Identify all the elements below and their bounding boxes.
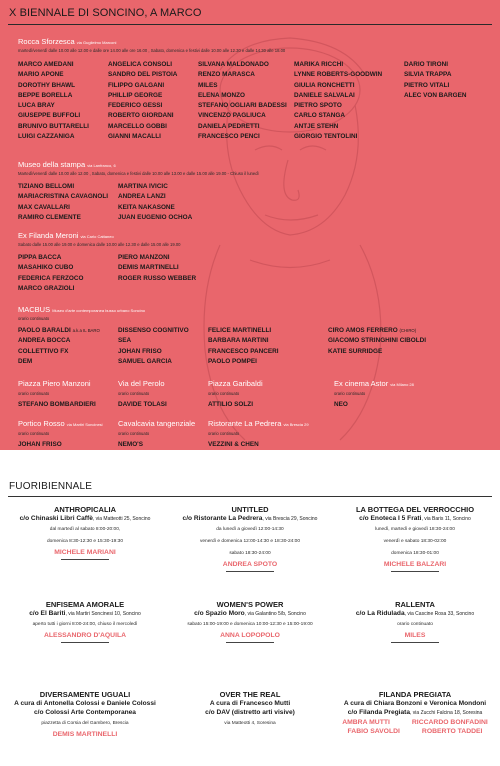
artist-name: SAMUEL GARCIA	[118, 357, 172, 365]
artist-name: KATIE SURRIDGE	[328, 347, 383, 355]
event-hours: orario continuato	[397, 621, 433, 627]
event-artist: FABIO SAVOLDI	[347, 728, 400, 736]
event-curator: A cura di Francesco Mutti	[209, 699, 291, 707]
event-venue: c/o Colossi Arte Contemporanea	[34, 708, 136, 716]
artist-name: LUIGI CAZZANIGA	[18, 133, 75, 141]
artist-name	[18, 327, 100, 334]
artist-column	[18, 253, 118, 294]
artist-column	[294, 60, 404, 142]
venue-rocca-title	[18, 38, 116, 46]
artist-name: NEO	[334, 400, 348, 408]
artist-name: DANIELE SALVALAI	[294, 91, 355, 99]
event-hours: venerdì e domenica 12:00-14:30 e 18:30-24:00	[199, 538, 300, 544]
artist-name: NEMO'S	[118, 440, 143, 448]
event-filanda-pregiata	[334, 690, 496, 737]
artist-name: BEPPE BORELLA	[18, 91, 73, 99]
event-venue-name: c/o Ristorante La Pedrera	[182, 514, 263, 522]
artist-name: TIZIANO BELLOMI	[18, 183, 75, 190]
venue-title	[18, 420, 103, 428]
event-diversamente-uguali	[4, 690, 166, 739]
event-divider	[61, 559, 109, 560]
venue-rocca-hours: martedì/venerdì dalle 10.00 alle 12.00 e dalle ore 14.00 alle ore 16.00 , Sabato, domenica e festivi dalle 10.00 alle 12.30 e dalle 14.30 alle 18.00	[18, 48, 286, 53]
artist-name: ANGELICA CONSOLI	[108, 61, 173, 68]
venue-hours: orario continuato	[18, 430, 50, 436]
artist-name: SILVIA TRAPPA	[404, 71, 452, 79]
event-venue-name: c/o La Ridulada	[355, 609, 405, 617]
artist-name: KEITA NAKASONE	[118, 203, 175, 211]
artist-name: MARTINA IVICIC	[118, 183, 168, 190]
event-venue-address: , via Martiri Soncinesi 10, Soncino	[65, 610, 141, 617]
artist-name: DARIO TIRONI	[404, 61, 449, 68]
artist-alias: a.k.a IL BARO	[72, 328, 100, 333]
venue-address: via Carlo Cattaneo	[80, 234, 114, 239]
fuori-divider	[8, 496, 492, 497]
venue-title-text: Ristorante La Pedrera	[208, 419, 282, 428]
venue-address: via Lanfranco, 6	[87, 163, 116, 168]
artist-name: GIUSEPPE BUFFOLI	[18, 112, 81, 120]
venue-portico-rosso	[18, 420, 103, 448]
venue-title-text: Ex Filanda Meroni	[18, 231, 79, 240]
artist-name: PIPPA BACCA	[18, 254, 62, 261]
artist-column	[118, 182, 218, 223]
event-venue-name: c/o El Bariti	[29, 609, 66, 617]
venue-macbus-hours: orario continuato	[18, 316, 50, 321]
event-divider	[61, 642, 109, 643]
artist-name: STEFANO BOMBARDIERI	[18, 400, 96, 408]
artist-name: MARIKA RICCHI	[294, 61, 344, 68]
artist-name: PAOLO POMPEI	[208, 357, 257, 365]
event-curator: A cura di Antonella Colossi e Daniele Colossi	[14, 699, 156, 707]
artist-name: FEDERICA FERZOCO	[18, 274, 84, 282]
venue-title: Cavalcavia tangenziale	[118, 419, 196, 428]
artist-name: RAMIRO CLEMENTE	[18, 213, 81, 221]
venue-la-pedrera	[208, 420, 309, 448]
event-title: ENFISEMA AMORALE	[45, 600, 125, 609]
artist-column	[18, 326, 118, 367]
event-venue-address: , via Cascine Rosa 33, Soncino	[404, 610, 475, 617]
artist-name: MARCO AMEDANI	[18, 61, 74, 68]
event-artist: AMBRA MUTTI	[342, 718, 390, 726]
event-hours: domenica 8:30-12:30 e 15:30-19:30	[46, 538, 123, 544]
artist-name: MARCO GRAZIOLI	[18, 284, 75, 292]
artist-name: ANDREA BOCCA	[18, 337, 71, 345]
venue-title-text: Portico Rosso	[18, 419, 65, 428]
event-rallenta	[334, 600, 496, 643]
artist-name	[328, 327, 416, 334]
event-venue-address: , via Baris 11, Soncino	[421, 515, 471, 522]
artist-name: CARLO STANGA	[294, 112, 346, 120]
artist-name: PIETRO SPOTO	[294, 102, 342, 110]
event-untitled	[169, 505, 331, 572]
event-venue	[334, 610, 496, 619]
artist-name: LUCA BRAY	[18, 102, 55, 110]
artist-name: SANDRO DEL PISTOIA	[108, 71, 178, 79]
artist-name: ROBERTO GIORDANI	[108, 112, 174, 120]
artist-name: MASAHIKO CUBO	[18, 264, 74, 272]
venue-macbus-artists	[18, 326, 458, 367]
artist-column	[208, 326, 328, 367]
artist-name: MARCELLO GOBBI	[108, 122, 167, 130]
artist-name: FRANCESCO PENCI	[198, 133, 260, 141]
artist-name: DEM	[18, 357, 33, 365]
venue-cinema-astor	[334, 380, 414, 408]
artist-name: BARBARA MARTINI	[208, 337, 269, 345]
venue-title: Via del Perolo	[118, 379, 165, 388]
event-hours: dal martedì al sabato 8:00-20:00,	[49, 526, 121, 532]
header	[9, 7, 202, 19]
event-artist: MICHELE MARIANI	[54, 548, 116, 556]
artist-name: GIORGIO TENTOLINI	[294, 133, 358, 141]
venue-hours: orario continuato	[118, 430, 150, 436]
artist-column	[328, 326, 458, 367]
artist-column	[404, 60, 494, 142]
venue-title-text: Ex cinema Astor	[334, 379, 389, 388]
artist-column	[118, 326, 208, 367]
artist-name: VINCENZO PAGLIUCA	[198, 112, 266, 120]
event-anthropicalia	[4, 505, 166, 560]
artist-name: ELENA MONZO	[198, 91, 245, 99]
event-artist: ANNA LOPOPOLO	[220, 631, 280, 639]
venue-title-text: Museo della stampa	[18, 160, 86, 169]
event-title: OVER THE REAL	[219, 690, 281, 699]
event-title: DIVERSAMENTE UGUALI	[39, 690, 131, 699]
artist-name: ANTJE STEHN	[294, 122, 339, 130]
artist-name: ROGER RUSSO WEBBER	[118, 274, 197, 282]
artist-name: DISSENSO COGNITIVO	[118, 327, 189, 334]
venue-hours: orario continuato	[118, 390, 150, 396]
artist-name: MILES	[198, 81, 218, 89]
venue-macbus-title	[18, 306, 145, 314]
event-divider	[226, 571, 274, 572]
artist-column	[18, 182, 118, 223]
event-enfisema-amorale	[4, 600, 166, 643]
event-divider	[391, 642, 439, 643]
event-hours: sabato 15:00-19:00 e domenica 10:00-12:30 e 15:00-19:00	[187, 621, 313, 627]
artist-name: VEZZINI & CHEN	[208, 440, 259, 448]
event-venue	[334, 709, 496, 718]
venue-museo-artists	[18, 182, 218, 223]
event-over-the-real	[169, 690, 331, 730]
artist-name: GIANNI MACALLI	[108, 133, 161, 141]
artist-name: JOHAN FRISO	[18, 440, 62, 448]
artist-name: FEDERICO GESSI	[108, 102, 163, 110]
event-artist: ALESSANDRO D'AQUILA	[43, 631, 127, 639]
event-divider	[226, 642, 274, 643]
venue-address: via Milano 28	[390, 382, 414, 387]
event-venue-name: c/o Chinaski Libri Caffè	[19, 514, 93, 522]
event-address: via Matteotti 4, Soresina	[224, 720, 276, 726]
artist-name: MAX CAVALLARI	[18, 203, 70, 211]
fuori-title: FUORIBIENNALE	[9, 481, 93, 492]
event-womens-power	[169, 600, 331, 643]
venue-museo-title	[18, 161, 116, 169]
venue-title	[208, 420, 309, 428]
artist-name: STEFANO OGLIARI BADESSI	[198, 102, 287, 110]
event-title: LA BOTTEGA DEL VERROCCHIO	[355, 505, 475, 514]
artist-name: DEMIS MARTINELLI	[118, 264, 179, 272]
event-venue-name: c/o Filanda Pregiata	[347, 708, 411, 716]
event-venue: c/o DAV (distretto arti visive)	[205, 708, 295, 716]
artist-name: ALEC VON BARGEN	[404, 91, 467, 99]
venue-rocca-artists	[18, 60, 494, 142]
event-curator: A cura di Chiara Bonzoni e Veronica Mondoni	[343, 699, 487, 707]
venue-hours: orario continuato	[208, 430, 240, 436]
artist-name: MARIO APONE	[18, 71, 64, 79]
artist-name: DOROTHY BHAWL	[18, 81, 76, 89]
event-venue-address: , via Brescia 29, Soncino	[262, 515, 318, 522]
event-venue	[4, 610, 166, 619]
artist-name: COLLETTIVO FX	[18, 347, 69, 355]
venue-via-del-perolo	[118, 380, 167, 408]
event-artists-row	[334, 727, 496, 737]
artist-name: DAVIDE TOLASI	[118, 400, 167, 408]
header-divider	[8, 24, 492, 25]
event-hours: lunedì, martedì e giovedì 18:30-24:00	[375, 526, 455, 532]
venue-piazza-manzoni	[18, 380, 96, 408]
venue-filanda-artists	[18, 253, 218, 294]
artist-column	[198, 60, 294, 142]
artist-name: PIERO MANZONI	[118, 254, 170, 261]
artist-name: RENZO MARASCA	[198, 71, 255, 79]
venue-cavalcavia	[118, 420, 195, 448]
event-title: RALLENTA	[395, 600, 435, 609]
artist-name: PIETRO VITALI	[404, 81, 450, 89]
artist-name: SILVANA MALDONADO	[198, 61, 269, 68]
event-venue	[169, 610, 331, 619]
artist-name: FRANCESCO PANCERI	[208, 347, 279, 355]
artist-name: ATTILIO SOLZI	[208, 400, 253, 408]
venue-address: via Martiri Soncinesi	[66, 422, 103, 427]
event-artists-row	[334, 718, 496, 728]
event-venue-name: c/o Enoteca I 5 Frati	[359, 514, 422, 522]
event-bottega-verrocchio	[334, 505, 496, 572]
event-artist: ROBERTO TADDEI	[421, 728, 483, 736]
venue-address: Museo d'arte contemporanea busso urbano Soncino	[52, 308, 146, 313]
artist-column	[18, 60, 108, 142]
venue-filanda-hours: Sabato dalle 15.00 alle 19.00 e domenica dalle 10.00 alle 12.30 e dalle 15.00 alle 19.00	[18, 242, 181, 247]
event-hours: sabato 18:30-24:00	[229, 550, 271, 556]
event-address: piazzetta di Corsia del Gambero, Brescia	[41, 720, 129, 726]
artist-column	[108, 60, 198, 142]
artist-name: BRUNIVO BUTTARELLI	[18, 122, 89, 130]
artist-name: ANDREA LANZI	[118, 193, 166, 201]
event-venue	[4, 515, 166, 524]
artist-name: JOHAN FRISO	[118, 347, 162, 355]
artist-name: PHILLIP GEORGE	[108, 91, 163, 99]
artist-name-text: PAOLO BARALDI	[18, 327, 71, 334]
artist-name: FELICE MARTINELLI	[208, 327, 272, 334]
venue-title-text: MACBUS	[18, 305, 51, 314]
page-title: X BIENNALE DI SONCINO, A MARCO	[9, 7, 202, 19]
venue-piazza-garibaldi	[208, 380, 263, 408]
event-artist: ANDREA SPOTO	[222, 560, 278, 568]
artist-name: SEA	[118, 337, 132, 345]
event-artist: RICCARDO BONFADINI	[411, 718, 488, 726]
event-hours: aperto tutti i giorni 8:00-24:00, chiuso il mercoledì	[32, 621, 138, 627]
artist-name: GIULIA RONCHETTI	[294, 81, 355, 89]
event-title: UNTITLED	[231, 505, 269, 514]
venue-title: Piazza Garibaldi	[208, 379, 263, 388]
event-venue	[169, 515, 331, 524]
artist-name: GIACOMO STRINGHINI CIBOLDI	[328, 337, 426, 345]
venue-hours: orario continuato	[18, 390, 50, 396]
artist-name: LYNNE ROBERTS-GOODWIN	[294, 71, 383, 79]
event-venue-address: , via Zucchi Falcina 18, Soresina	[410, 709, 483, 716]
event-divider	[391, 571, 439, 572]
event-hours: domenica 18:30-01:00	[391, 550, 439, 556]
artist-name: MARIACRISTINA CAVAGNOLI	[18, 193, 109, 201]
venue-address: via Guglielmo Marconi	[76, 40, 117, 45]
venue-address: via Brescia 29	[283, 422, 309, 427]
event-title: FILANDA PREGIATA	[378, 690, 452, 699]
artist-name: DANIELA PEDRETTI	[198, 122, 260, 130]
event-title: ANTHROPICALIA	[53, 505, 117, 514]
artist-name: JUAN EUGENIO OCHOA	[118, 213, 193, 221]
event-venue	[334, 515, 496, 524]
event-title: WOMEN'S POWER	[216, 600, 284, 609]
artist-column	[118, 253, 218, 294]
venue-filanda-title	[18, 232, 114, 240]
venue-title	[334, 380, 414, 388]
venue-title: Piazza Piero Manzoni	[18, 379, 91, 388]
event-venue-address: , via Matteotti 25, Soncino	[92, 515, 151, 522]
event-artist: MILES	[404, 631, 426, 639]
event-venue-name: c/o Spazio Moro	[194, 609, 245, 617]
artist-name: FILIPPO GALGANI	[108, 81, 165, 89]
event-hours: da lunedì a giovedì 12:00-14:30	[216, 526, 284, 532]
artist-name-text: CIRO AMOS FERRERO	[328, 327, 398, 334]
event-artist: DEMIS MARTINELLI	[52, 730, 118, 738]
venue-museo-hours: Martedì/venerdì dalle 10.00 alle 12.00 , Sabato, domenica e festivi dalle 10.00 alle 13.00 e dalle 15.00 alle 19.00 - Chiuso il lunedì	[18, 171, 259, 176]
venue-hours: orario continuato	[208, 390, 240, 396]
event-artist: MICHELE BALZARI	[383, 560, 447, 568]
event-venue-address: , via Galantino 5/b, Soncino	[244, 610, 306, 617]
artist-alias: (CHIRO)	[399, 328, 417, 333]
venue-hours: orario continuato	[334, 390, 366, 396]
event-hours: venerdì e sabato 18:30-02:00	[383, 538, 447, 544]
venue-title-text: Rocca Sforzesca	[18, 37, 75, 46]
